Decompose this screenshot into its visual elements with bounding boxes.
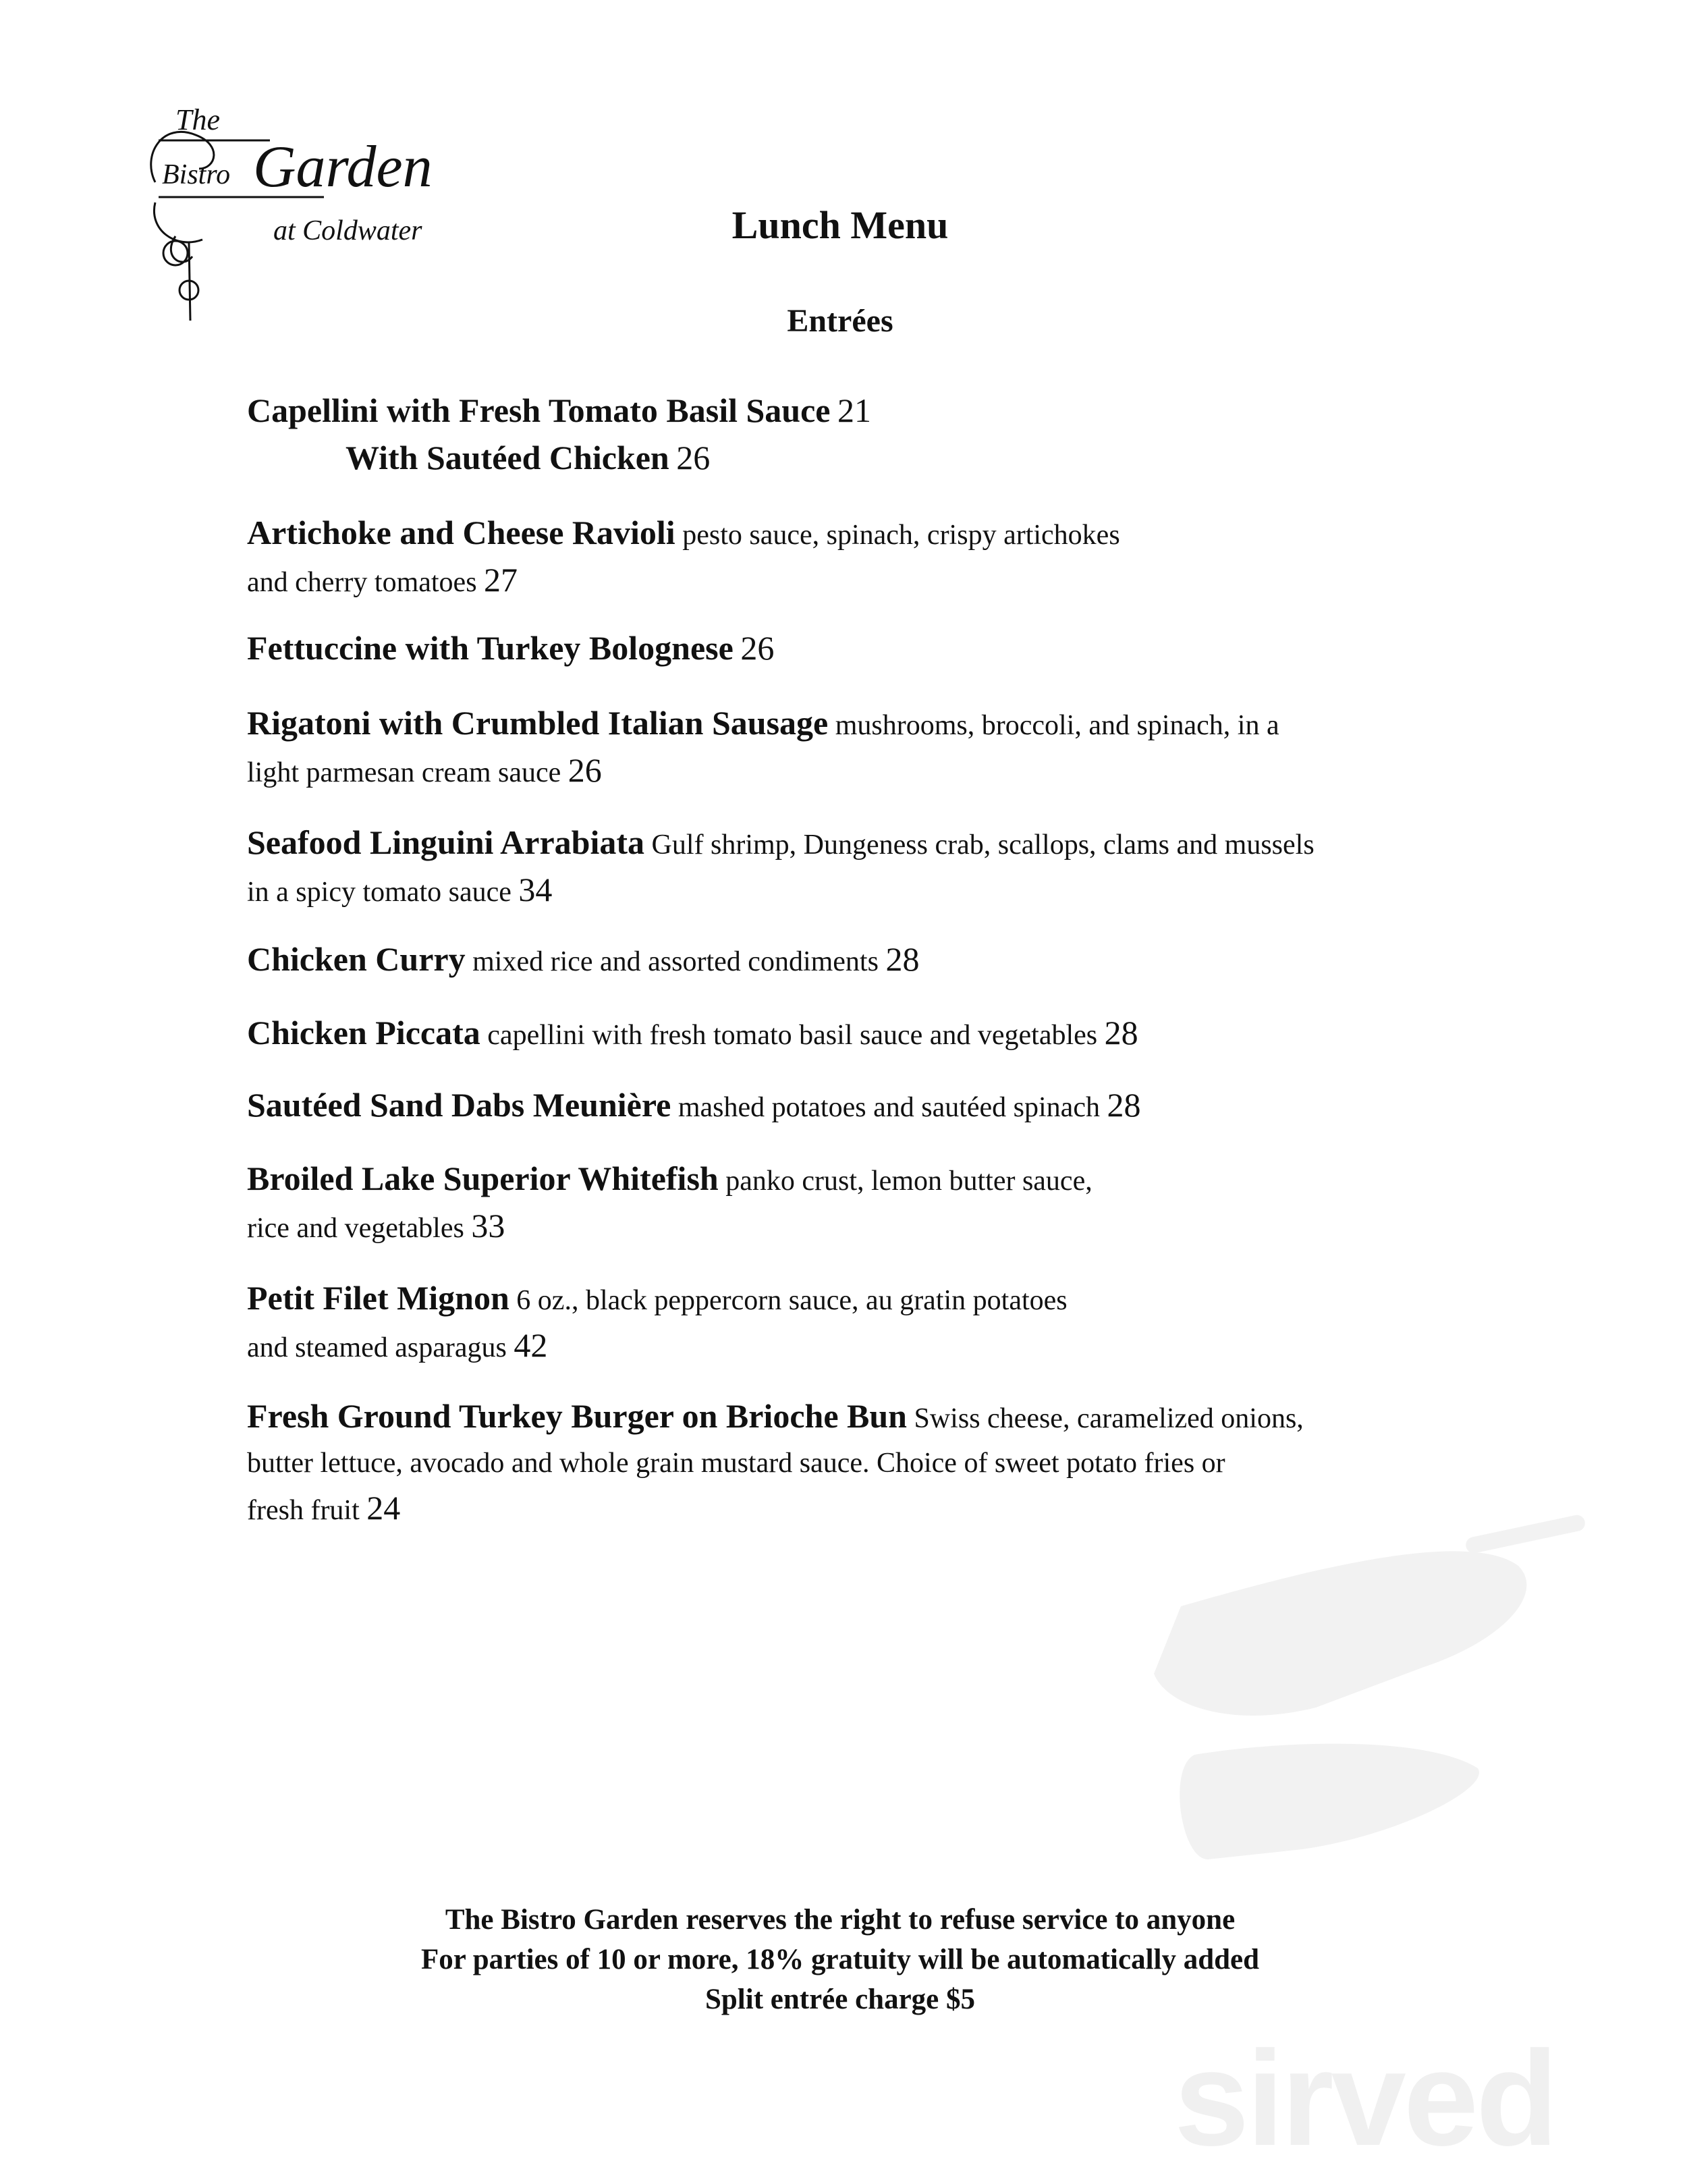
item-name: Petit Filet Mignon <box>247 1279 509 1317</box>
footer-gratuity-line: For parties of 10 or more, 18% gratuity will be automatically added <box>420 1944 1260 1975</box>
item-price: 24 <box>366 1489 401 1527</box>
menu-title: Lunch Menu <box>731 203 949 247</box>
item-name: Chicken Curry <box>247 940 466 978</box>
menu-item <box>247 1083 1630 1130</box>
item-description: mashed potatoes and sautéed spinach <box>677 1092 1100 1123</box>
item-option-name: With Sautéed Chicken <box>345 439 669 476</box>
item-name: Rigatoni with Crumbled Italian Sausage <box>247 704 829 742</box>
item-price: 28 <box>885 940 920 978</box>
item-price: 26 <box>740 629 775 667</box>
item-name: Capellini with Fresh Tomato Basil Sauce <box>247 391 831 429</box>
menu-item <box>247 820 1630 914</box>
footer-split-charge-line: Split entrée charge $5 <box>704 1984 976 2015</box>
item-description-cont: and steamed asparagus <box>247 1332 507 1363</box>
item-price: 34 <box>518 871 553 908</box>
item-description-cont: fresh fruit <box>247 1495 360 1526</box>
menu-item <box>247 1276 1630 1370</box>
menu-item <box>247 626 1630 673</box>
item-description-cont: butter lettuce, avocado and whole grain mustard sauce. Choice of sweet potato fries or <box>247 1448 1225 1479</box>
section-heading-entrees: Entrées <box>787 303 893 339</box>
menu-footer <box>0 1900 1680 2019</box>
menu-item <box>247 937 1630 984</box>
fork-spoon-watermark-icon <box>992 1485 1667 1863</box>
item-description-cont: and cherry tomatoes <box>247 567 477 598</box>
item-description: Gulf shrimp, Dungeness crab, scallops, clams and mussels <box>651 829 1315 861</box>
item-price: 27 <box>484 561 518 599</box>
item-price: 28 <box>1104 1014 1138 1052</box>
logo-bistro: Bistro <box>162 159 231 190</box>
item-option-price: 26 <box>676 439 711 476</box>
watermark-text: sirved <box>1174 2023 1556 2174</box>
item-description-cont: light parmesan cream sauce <box>247 757 561 788</box>
item-price: 28 <box>1107 1086 1141 1124</box>
item-price: 21 <box>837 391 871 429</box>
logo-garden: Garden <box>253 134 433 200</box>
footer-policy-line: The Bistro Garden reserves the right to refuse service to anyone <box>445 1904 1236 1936</box>
item-name: Artichoke and Cheese Ravioli <box>247 514 675 551</box>
item-name: Seafood Linguini Arrabiata <box>247 823 644 861</box>
menu-item <box>247 1156 1630 1251</box>
menu-item <box>247 388 1630 483</box>
menu-item <box>247 1010 1630 1058</box>
item-description-cont: rice and vegetables <box>247 1213 464 1244</box>
item-description: 6 oz., black peppercorn sauce, au gratin potatoes <box>516 1285 1068 1316</box>
item-description: capellini with fresh tomato basil sauce and vegetables <box>487 1020 1098 1051</box>
item-name: Chicken Piccata <box>247 1014 480 1052</box>
item-price: 42 <box>514 1326 548 1364</box>
item-price: 26 <box>568 751 602 789</box>
menu-item <box>247 701 1630 795</box>
item-description: Swiss cheese, caramelized onions, <box>914 1403 1304 1434</box>
item-description-cont: in a spicy tomato sauce <box>247 877 511 908</box>
item-description: panko crust, lemon butter sauce, <box>725 1166 1093 1197</box>
item-name: Fresh Ground Turkey Burger on Brioche Bun <box>247 1397 907 1435</box>
item-name: Broiled Lake Superior Whitefish <box>247 1159 719 1197</box>
item-description: pesto sauce, spinach, crispy artichokes <box>682 520 1120 551</box>
item-description: mushrooms, broccoli, and spinach, in a <box>835 710 1279 741</box>
menu-item <box>247 510 1630 605</box>
item-name: Sautéed Sand Dabs Meunière <box>247 1086 671 1124</box>
item-name: Fettuccine with Turkey Bolognese <box>247 629 734 667</box>
item-price: 33 <box>471 1207 505 1245</box>
logo-coldwater: at Coldwater <box>273 215 422 246</box>
logo-the: The <box>175 103 220 136</box>
item-description: mixed rice and assorted condiments <box>472 946 879 977</box>
